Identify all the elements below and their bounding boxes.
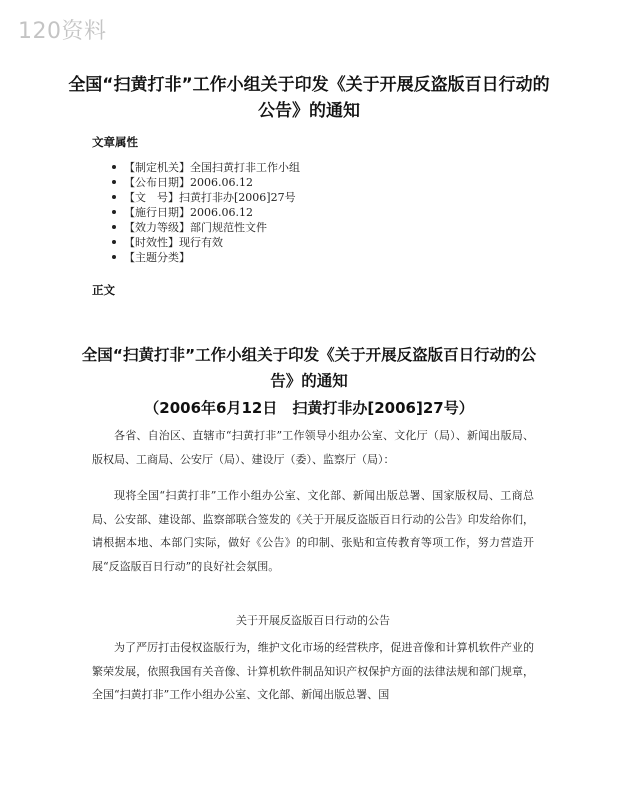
attribute-item-effective-date — [112, 205, 300, 220]
attribute-item-doc-number — [112, 190, 300, 205]
bullet-icon — [112, 255, 116, 259]
body-heading: 正文 — [92, 283, 115, 297]
attribute-item-category — [112, 250, 300, 265]
attribute-text: 【效力等级】部门规范性文件 — [124, 221, 267, 234]
attributes-list — [112, 160, 300, 265]
watermark-logo: 120资料 — [18, 19, 107, 44]
attribute-item-publish-date — [112, 175, 300, 190]
paragraph-recipients: 各省、自治区、直辖市“扫黄打非”工作领导小组办公室、文化厅（局）、新闻出版局、版权局、工商局、公安厅（局）、建设厅（委）、监察厅（局）： — [92, 429, 534, 466]
paragraph-main: 现将全国“扫黄打非”工作小组办公室、文化部、新闻出版总署、国家版权局、工商总局、公安部、建设部、监察部联合签发的《关于开展反盗版百日行动的公告》印发给你们，请根据本地、本部门实际，做好《公告》的印制、张贴和宣传教育等项工作，努力营造开展“反盗版百日行动”的良好社会氛围。 — [92, 489, 534, 573]
bullet-icon — [112, 180, 116, 184]
attribute-text: 【主题分类】 — [124, 251, 190, 264]
attribute-text: 【文 号】扫黄打非办[2006]27号 — [124, 191, 296, 204]
body-subtitle: （2006年6月12日 扫黄打非办[2006]27号） — [144, 399, 474, 417]
bullet-icon — [112, 240, 116, 244]
bullet-icon — [112, 210, 116, 214]
bullet-icon — [112, 225, 116, 229]
paragraph-notice: 为了严厉打击侵权盗版行为，维护文化市场的经营秩序，促进音像和计算机软件产业的繁荣发展，依照我国有关音像、计算机软件制品知识产权保护方面的法律法规和部门规章，全国“扫黄打非”工作小组办公室、文化部、新闻出版总署、国 — [92, 641, 534, 701]
document-title: 全国“扫黄打非”工作小组关于印发《关于开展反盗版百日行动的公告》的通知 — [68, 75, 550, 121]
bullet-icon — [112, 195, 116, 199]
attributes-heading: 文章属性 — [92, 135, 138, 149]
body-title: 全国“扫黄打非”工作小组关于印发《关于开展反盗版百日行动的公告》的通知 — [81, 346, 537, 390]
attribute-item-level — [112, 220, 300, 235]
notice-title: 关于开展反盗版百日行动的公告 — [236, 614, 390, 627]
attribute-text: 【施行日期】2006.06.12 — [124, 206, 253, 219]
attribute-text: 【制定机关】全国扫黄打非工作小组 — [124, 161, 300, 174]
attribute-text: 【公布日期】2006.06.12 — [124, 176, 253, 189]
attribute-text: 【时效性】现行有效 — [124, 236, 223, 249]
attribute-item-validity — [112, 235, 300, 250]
attribute-item-issuer — [112, 160, 300, 175]
bullet-icon — [112, 165, 116, 169]
